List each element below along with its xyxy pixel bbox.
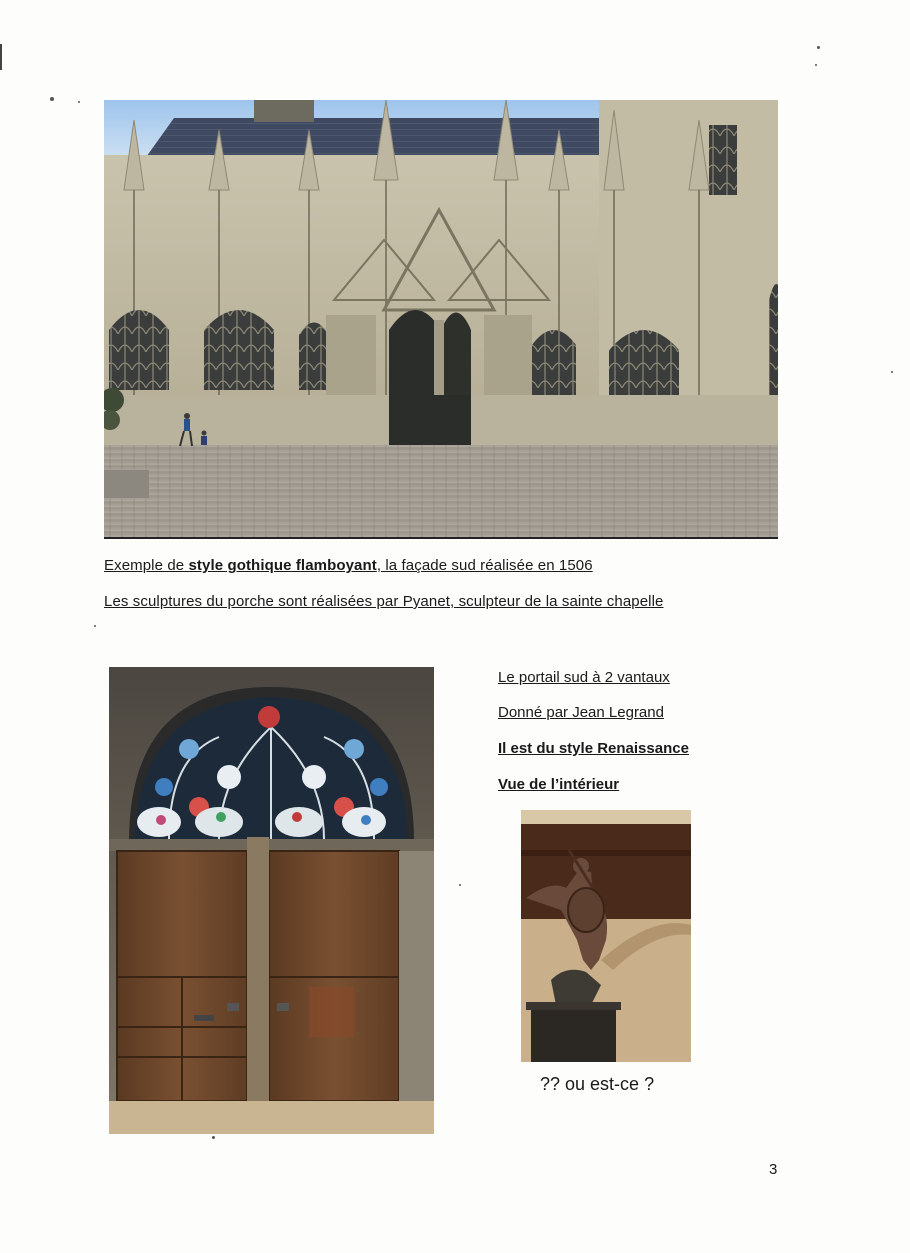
caption-divider: [104, 537, 778, 539]
scan-speck: [459, 884, 461, 886]
portal-note-donor: Donné par Jean Legrand: [498, 704, 664, 721]
portal-note-view: Vue de l’intérieur: [498, 776, 620, 793]
statue-photo: [521, 810, 691, 1062]
facade-caption-line-2: Les sculptures du porche sont réalisées par Pyanet, sculpteur de la sainte chapelle: [104, 593, 664, 610]
portal-note-style: Il est du style Renaissance: [498, 740, 689, 757]
scan-speck: [815, 64, 817, 66]
statue-question: ?? ou est-ce ?: [540, 1074, 655, 1094]
scan-speck: [891, 371, 893, 373]
portal-photo: [109, 667, 434, 1134]
scan-speck: [78, 101, 80, 103]
style-emphasis: style gothique flamboyant: [188, 557, 377, 574]
scan-speck: [212, 1136, 215, 1139]
scan-speck: [50, 97, 54, 101]
page-number: 3: [769, 1161, 778, 1178]
facade-photo: [104, 100, 778, 537]
scan-speck: [94, 625, 96, 627]
portal-note-leaves: Le portail sud à 2 vantaux: [498, 669, 670, 686]
scan-mark: [0, 44, 2, 70]
scan-speck: [817, 46, 820, 49]
facade-caption-line-1: Exemple de style gothique flamboyant, la façade sud réalisée en 1506: [104, 557, 593, 574]
